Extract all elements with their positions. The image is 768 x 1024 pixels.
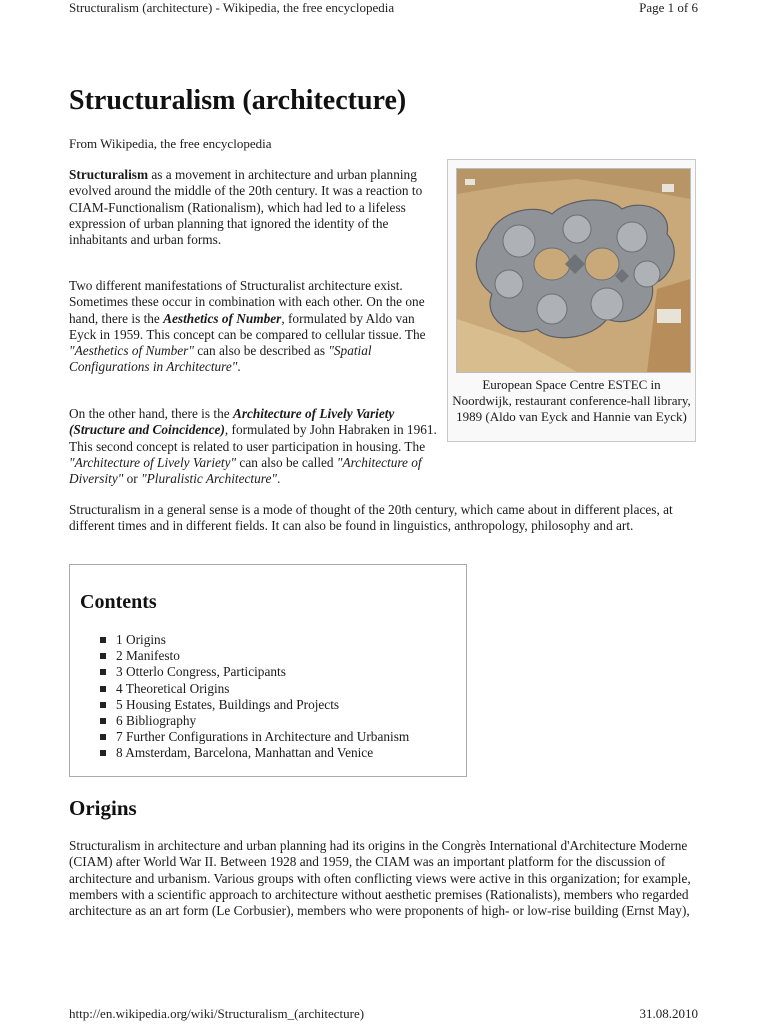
intro-text: as a movement in architecture and urban planning evolved around the middle of the 20th century. It was a reaction to CIAM-Functionalism (Rationalism), which had led to a lifeless expression of urban planning that ignored the identity of the inhabitants and urban forms. bbox=[69, 167, 423, 248]
toc-item-label[interactable]: 6 Bibliography bbox=[116, 713, 197, 729]
image-thumbnail-frame bbox=[447, 159, 696, 442]
bullet-square-icon bbox=[100, 653, 106, 659]
image-caption: European Space Centre ESTEC in Noordwijk, restaurant conference-hall library, 1989 (Aldo van Eyck and Hannie van Eyck) bbox=[452, 377, 691, 424]
bullet-square-icon bbox=[100, 669, 106, 675]
toc-item[interactable] bbox=[100, 697, 409, 713]
aesthetics-of-number-term: Aesthetics of Number bbox=[163, 310, 282, 326]
article-source-line: From Wikipedia, the free encyclopedia bbox=[69, 136, 272, 151]
toc-item[interactable] bbox=[100, 648, 409, 664]
toc-item[interactable] bbox=[100, 745, 409, 761]
print-footer-url: http://en.wikipedia.org/wiki/Structuralism_(architecture) bbox=[69, 1006, 365, 1021]
lively-variety-term: Architecture of Lively Variety (Structure and Coincidence) bbox=[69, 406, 395, 438]
p2-quote-aesthetics: "Aesthetics of Number" bbox=[69, 343, 194, 359]
manifestations-paragraph bbox=[69, 278, 433, 376]
p2-text-g: . bbox=[237, 359, 241, 375]
p2-quote-spatial: "Spatial Configurations in Architecture" bbox=[69, 343, 372, 375]
print-footer-date: 31.08.2010 bbox=[639, 1006, 698, 1021]
bullet-square-icon bbox=[100, 686, 106, 692]
toc-item-label[interactable]: 4 Theoretical Origins bbox=[116, 680, 230, 696]
p3-quote-diversity: "Architecture of Diversity" bbox=[69, 454, 422, 487]
toc-item-label[interactable]: 3 Otterlo Congress, Participants bbox=[116, 664, 286, 680]
toc-item-label[interactable]: 7 Further Configurations in Architecture and Urbanism bbox=[116, 729, 410, 745]
toc-list bbox=[100, 632, 409, 762]
toc-item-label[interactable]: 5 Housing Estates, Buildings and Projects bbox=[116, 696, 340, 712]
bullet-square-icon bbox=[100, 750, 106, 756]
toc-item-label[interactable]: 1 Origins bbox=[116, 632, 166, 647]
toc-item[interactable] bbox=[100, 664, 409, 680]
p2-text-c: , formulated by Aldo van Eyck in 1959. This concept can be compared to cellular tissue. The bbox=[69, 310, 426, 342]
lively-variety-paragraph bbox=[69, 406, 437, 487]
intro-paragraph bbox=[69, 167, 433, 248]
toc-item[interactable] bbox=[100, 729, 409, 745]
bullet-square-icon bbox=[100, 637, 106, 643]
toc-item-label[interactable]: 2 Manifesto bbox=[116, 648, 180, 664]
origins-paragraph: Structuralism in architecture and urban planning had its origins in the Congrès International d'Architecture Moderne (CIAM) after World War II. Between 1928 and 1959, the CIAM was an important platform for the discussion of architecture and urbanism. Various groups with often conflicting views were active in this organization; for example, members with a scientific approach to architecture without aesthetic premises (Rationalists), members who regarded architecture as an art form (Le Corbusier), members who were proponents of high- or low-rise building (Ernst May), bbox=[69, 838, 691, 919]
toc-title: Contents bbox=[80, 591, 157, 613]
bullet-square-icon bbox=[100, 734, 106, 740]
estec-building-photo[interactable] bbox=[456, 168, 691, 373]
print-header-page-count: Page 1 of 6 bbox=[639, 0, 698, 15]
print-header-title: Structuralism (architecture) - Wikipedia, the free encyclopedia bbox=[69, 0, 395, 15]
toc-item[interactable] bbox=[100, 681, 409, 697]
p3-text-e: can also be called bbox=[236, 454, 337, 470]
p3-text-g: or bbox=[123, 471, 142, 487]
p3-quote-pluralistic: "Pluralistic Architecture" bbox=[141, 471, 277, 487]
table-of-contents bbox=[69, 564, 467, 777]
p3-quote-lively: "Architecture of Lively Variety" bbox=[69, 454, 237, 470]
intro-bold-term: Structuralism bbox=[69, 167, 149, 182]
p3-text-i: . bbox=[276, 471, 281, 487]
toc-item[interactable] bbox=[100, 713, 409, 729]
general-sense-paragraph: Structuralism in a general sense is a mode of thought of the 20th century, which came about in different places, at different times and in different fields. It can also be found in linguistics, anthropology, philosophy and art. bbox=[69, 502, 673, 534]
toc-item[interactable] bbox=[100, 632, 409, 648]
bullet-square-icon bbox=[100, 702, 106, 708]
p3-text-a: On the other hand, there is the bbox=[69, 406, 233, 421]
toc-item-label[interactable]: 8 Amsterdam, Barcelona, Manhattan and Venice bbox=[116, 745, 374, 761]
p2-text-a: Two different manifestations of Structuralist architecture exist. Sometimes these occur in combination with each other. On the one hand, there is the bbox=[69, 278, 425, 326]
bullet-square-icon bbox=[100, 718, 106, 724]
article-title: Structuralism (architecture) bbox=[69, 85, 407, 116]
origins-heading: Origins bbox=[69, 796, 137, 820]
aerial-photo-illustration bbox=[457, 169, 690, 372]
p3-text-c: , formulated by John Habraken in 1961. This second concept is related to user participation in housing. The bbox=[69, 422, 437, 454]
p2-text-e: can also be described as bbox=[193, 343, 329, 359]
